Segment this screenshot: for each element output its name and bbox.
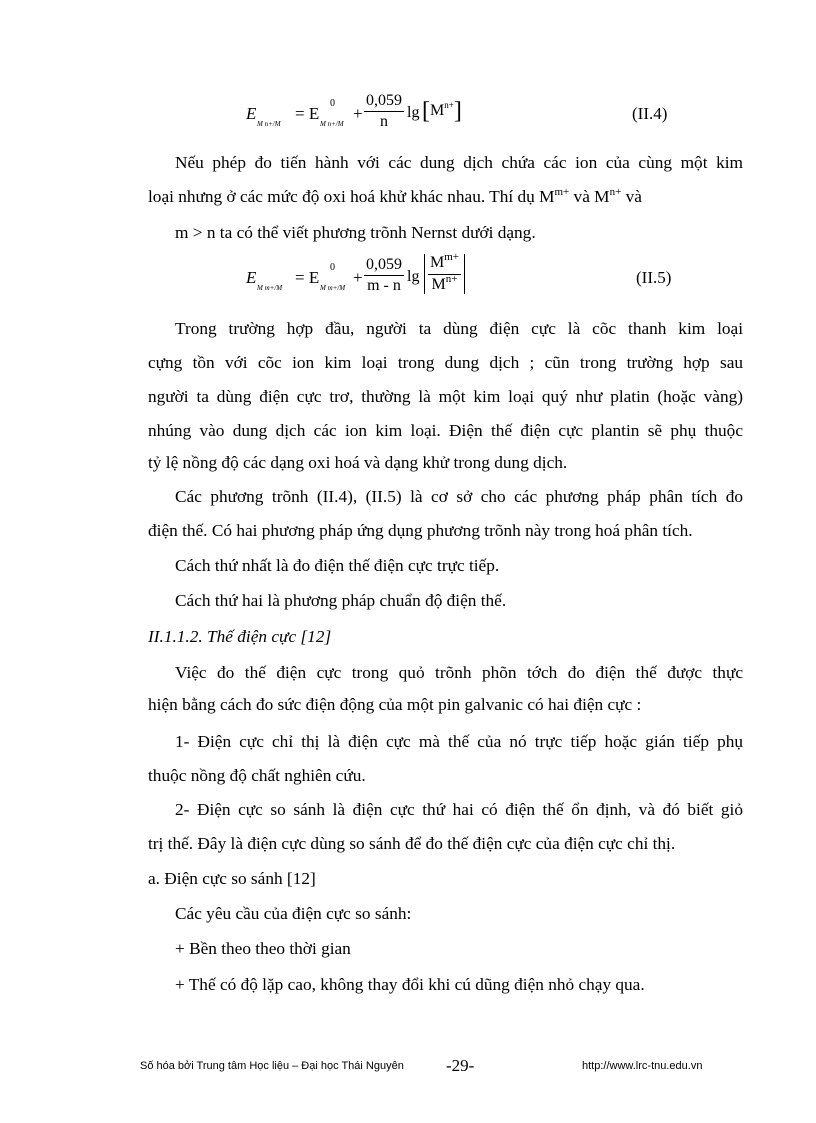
eq2-lg: lg bbox=[407, 268, 420, 285]
eq2-charge-top: m+ bbox=[444, 251, 459, 263]
eq2-ion-bottom: M bbox=[431, 276, 446, 293]
eq2-fraction bbox=[364, 256, 404, 295]
eq2-label: (II.5) bbox=[636, 268, 672, 287]
bullet2: + Thế có độ lặp cao, không thay đổi khi cú dũng điện nhỏ chạy qua. bbox=[175, 975, 645, 994]
para3-line1: Các phương trõnh (II.4), (II.5) là cơ sở cho các phương pháp phân tích đo bbox=[175, 487, 743, 506]
footer-url[interactable]: http://www.lrc-tnu.edu.vn bbox=[582, 1060, 703, 1072]
eq1-e-symbol: E bbox=[246, 104, 257, 123]
footer-page-number: -29- bbox=[446, 1056, 475, 1075]
eq2-subscript-left: M m+/M bbox=[257, 284, 283, 292]
eq2-denominator: m - n bbox=[367, 277, 401, 294]
eq1-numerator: 0,059 bbox=[364, 92, 404, 112]
footer-source: Số hóa bởi Trung tâm Học liệu – Đại học Thái Nguyên bbox=[140, 1060, 404, 1072]
eq1-ion: M bbox=[430, 102, 445, 119]
para1-line2-end: và bbox=[621, 187, 642, 206]
eq2-charge-bottom: n+ bbox=[445, 273, 458, 285]
item1-line1: 1- Điện cực chỉ thị là điện cực mà thế của nó trực tiếp hoặc gián tiếp phụ bbox=[175, 732, 743, 751]
eq1-denominator: n bbox=[380, 113, 388, 130]
para1-line3: m > n ta có thể viết phương trõnh Nernst dưới dạng. bbox=[175, 223, 536, 242]
eq1-plus: + bbox=[353, 104, 363, 123]
eq1-label: (II.4) bbox=[632, 104, 668, 123]
eq2-ratio-bottom bbox=[428, 275, 461, 294]
bullet1: + Bền theo theo thời gian bbox=[175, 939, 351, 958]
eq1-concentration: $[M^{n+}]$ bbox=[422, 98, 462, 124]
eq2-equals: = E bbox=[295, 268, 320, 287]
item2-line1: 2- Điện cực so sánh là điện cực thứ hai có điện thế ổn định, và đó biết giỏ bbox=[175, 800, 743, 819]
para1-line2 bbox=[148, 186, 642, 208]
para3-line2: điện thế. Có hai phương pháp ứng dụng phương trõnh này trong hoá phân tích. bbox=[148, 521, 693, 540]
eq1-fraction bbox=[364, 92, 404, 131]
para2-line4: nhúng vào dung dịch các ion kim loại. Điện thế điện cực plantin sẽ phụ thuộc bbox=[148, 421, 743, 440]
para1-line2-text: loại nhưng ở các mức độ oxi hoá khử khác nhau. Thí dụ M bbox=[148, 187, 555, 206]
eq2-numerator: 0,059 bbox=[364, 256, 404, 276]
para2-line1: Trong trường hợp đầu, người ta dùng điện cực là cõc thanh kim loại bbox=[175, 319, 743, 338]
para6-line2: hiện bằng cách đo sức điện động của một pin galvanic có hai điện cực : bbox=[148, 695, 642, 714]
equation-ii-5 bbox=[240, 252, 680, 302]
heading-điện-cực-so-sánh: a. Điện cực so sánh [12] bbox=[148, 869, 316, 888]
item1-line2: thuộc nồng độ chất nghiên cứu. bbox=[148, 766, 366, 785]
para2-line2: cựng tồn với cõc ion kim loại trong dung dịch ; cũn trong trường hợp sau bbox=[148, 353, 743, 372]
eq2-ion-top: M bbox=[430, 254, 445, 271]
eq1-subscript-left: M n+/M bbox=[257, 120, 281, 128]
para2-line3: người ta dùng điện cực trơ, thường là một kim loại quý như platin (hoặc vàng) bbox=[148, 387, 743, 406]
eq1-superscript-zero: 0 bbox=[330, 98, 335, 109]
item2-line2: trị thế. Đây là điện cực dùng so sánh để đo thế điện cực của điện cực chỉ thị. bbox=[148, 834, 676, 853]
para7: Các yêu cầu của điện cực so sánh: bbox=[175, 904, 412, 923]
eq2-ratio-top bbox=[428, 251, 461, 275]
heading-thế-điện-cực: II.1.1.2. Thế điện cực [12] bbox=[148, 627, 332, 646]
eq2-e-symbol: E bbox=[246, 268, 257, 287]
eq1-ion-charge: n+ bbox=[444, 100, 454, 110]
eq1-lg: lg bbox=[407, 104, 420, 121]
eq1-subscript-right: M n+/M bbox=[320, 120, 344, 128]
para5: Cách thứ hai là phương pháp chuẩn độ điện thế. bbox=[175, 591, 507, 610]
eq1-equals: = E bbox=[295, 104, 320, 123]
para6-line1: Việc đo thế điện cực trong quỏ trõnh phõn tớch đo điện thế được thực bbox=[175, 663, 743, 682]
eq2-superscript-zero: 0 bbox=[330, 262, 335, 273]
para2-line5: tỷ lệ nồng độ các dạng oxi hoá và dạng khử trong dung dịch. bbox=[148, 453, 568, 472]
para1-line2-mid: và M bbox=[569, 187, 610, 206]
para1-sup-n: n+ bbox=[609, 186, 622, 198]
para4: Cách thứ nhất là đo điện thế điện cực trực tiếp. bbox=[175, 556, 500, 575]
eq2-subscript-right: M m+/M bbox=[320, 284, 346, 292]
eq2-ratio bbox=[424, 251, 465, 294]
para1-line1: Nếu phép đo tiến hành với các dung dịch chứa các ion của cùng một kim bbox=[175, 153, 743, 172]
equation-ii-4 bbox=[240, 92, 680, 142]
eq2-plus: + bbox=[353, 268, 363, 287]
para1-sup-m: m+ bbox=[554, 186, 570, 198]
